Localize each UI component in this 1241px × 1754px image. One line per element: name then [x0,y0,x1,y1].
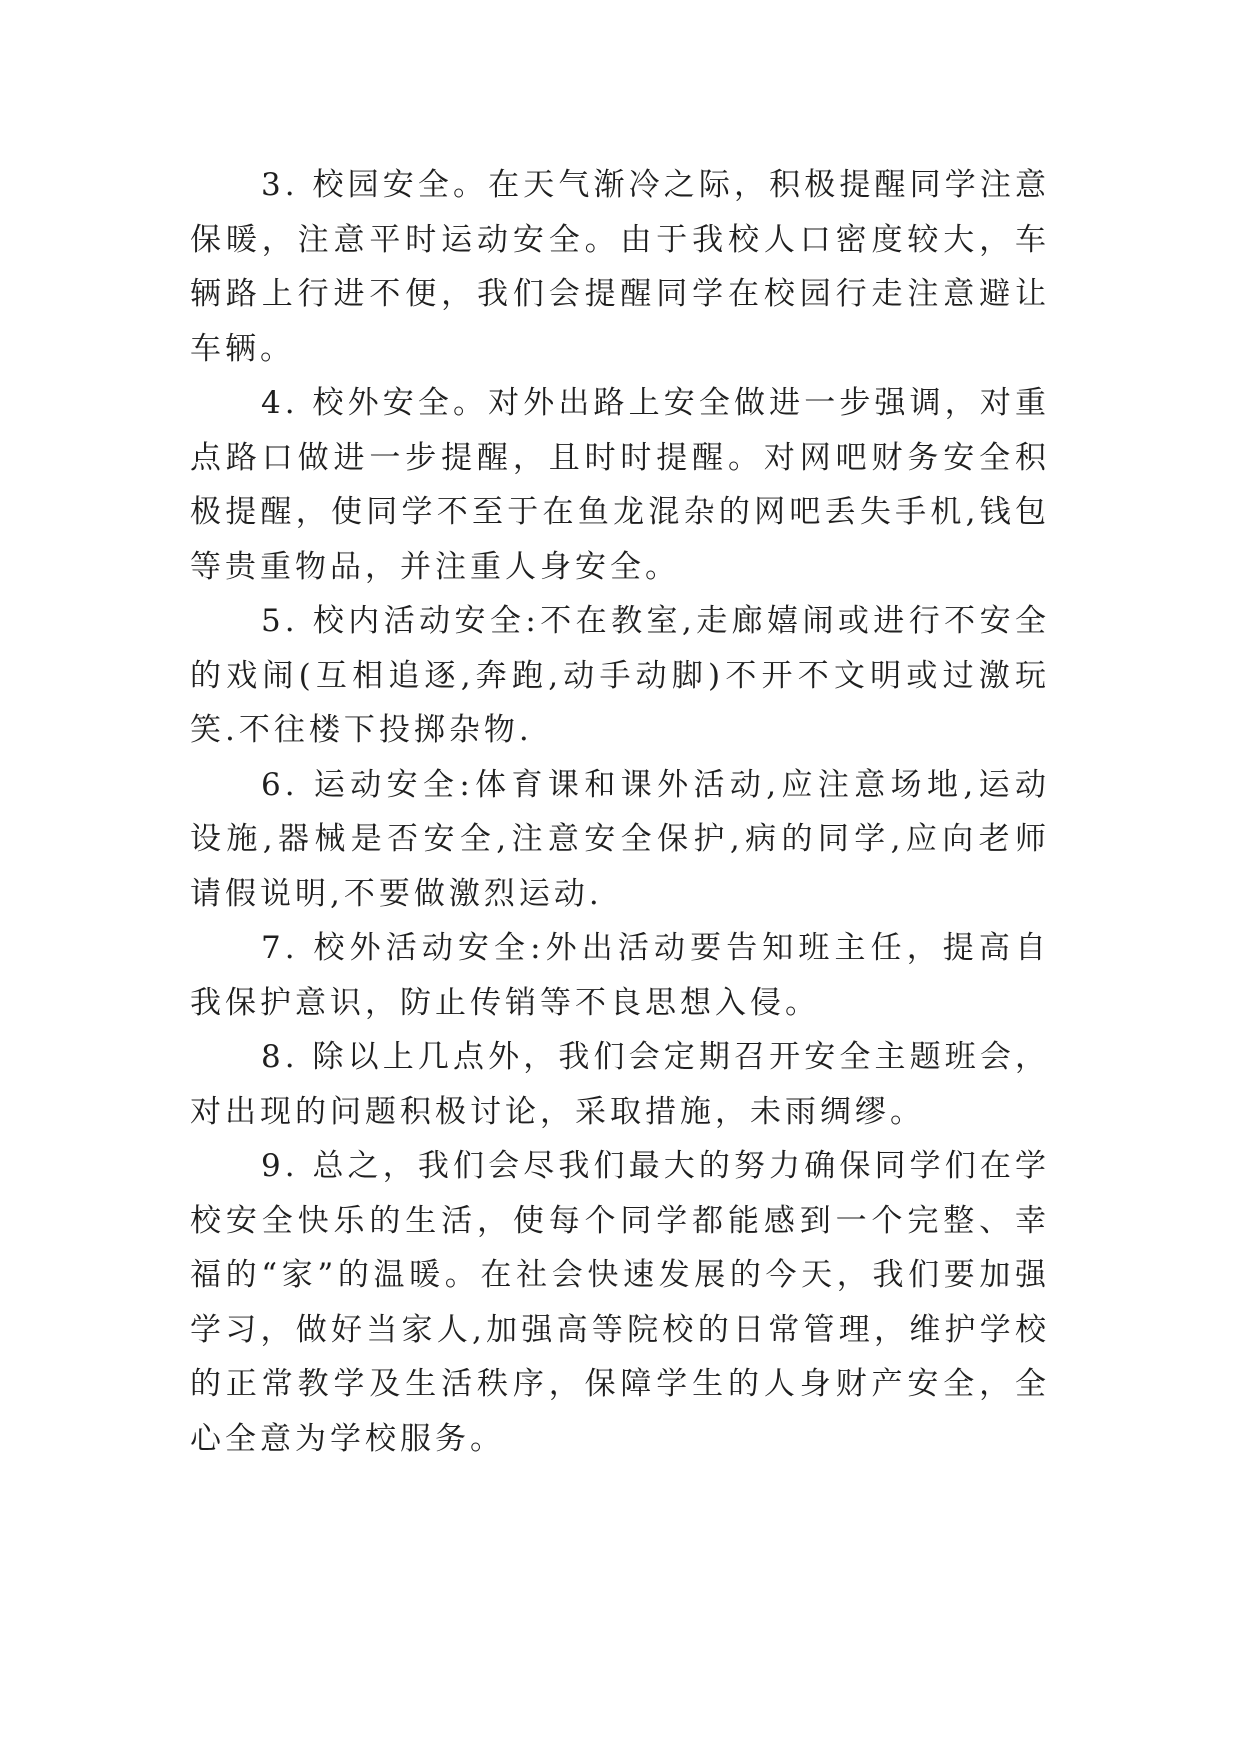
paragraph-class-meetings: 8. 除以上几点外，我们会定期召开安全主题班会，对出现的问题积极讨论，采取措施，未雨绸缪。 [190,1039,1050,1130]
paragraph-sports-safety: 6. 运动安全:体育课和课外活动,应注意场地,运动设施,器械是否安全,注意安全保护,病的同学,应向老师请假说明,不要做激烈运动. [190,766,1050,912]
paragraph-conclusion: 9. 总之，我们会尽我们最大的努力确保同学们在学校安全快乐的生活，使每个同学都能感到一个完整、幸福的“家”的温暖。在社会快速发展的今天，我们要加强学习，做好当家人,加强高等院校的日常管理，维护学校的正常教学及生活秩序，保障学生的人身财产安全，全心全意为学校服务。 [190,1148,1050,1457]
paragraph-indoor-activity-safety: 5. 校内活动安全:不在教室,走廊嬉闹或进行不安全的戏闹(互相追逐,奔跑,动手动脚)不开不文明或过激玩笑.不往楼下投掷杂物. [190,603,1050,748]
document-body [190,158,1050,1466]
paragraph-campus-safety: 3. 校园安全。在天气渐冷之际，积极提醒同学注意保暖，注意平时运动安全。由于我校人口密度较大，车辆路上行进不便，我们会提醒同学在校园行走注意避让车辆。 [190,167,1050,367]
paragraph-off-campus-safety: 4. 校外安全。对外出路上安全做进一步强调，对重点路口做进一步提醒，且时时提醒。对网吧财务安全积极提醒，使同学不至于在鱼龙混杂的网吧丢失手机,钱包等贵重物品，并注重人身安全。 [190,385,1050,585]
paragraph-outdoor-activity-safety: 7. 校外活动安全:外出活动要告知班主任，提高自我保护意识，防止传销等不良思想入侵。 [190,930,1050,1021]
